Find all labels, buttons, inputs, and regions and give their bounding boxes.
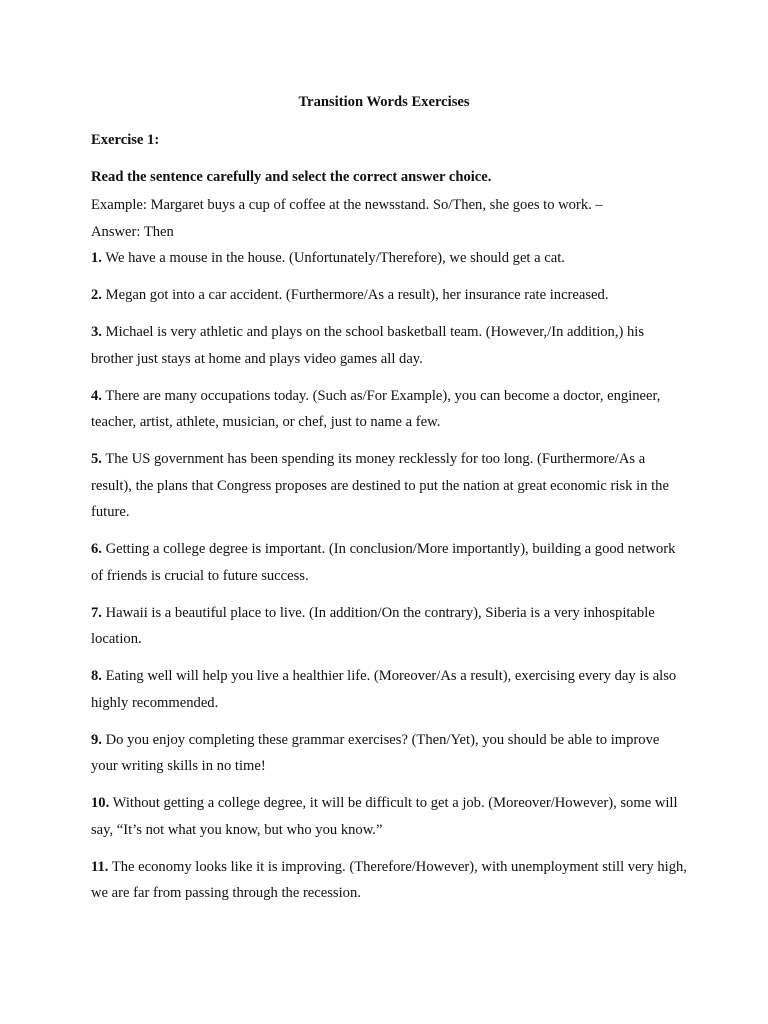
exercise-item [91,663,687,716]
item-number: 3. [91,324,102,340]
example-answer: Answer: Then [91,223,174,240]
item-number: 5. [91,451,102,467]
exercise-item [91,727,687,780]
item-text: There are many occupations today. (Such as/For Example), you can become a doctor, engineer, teacher, artist, athlete, musician, or chef, just to name a few. [91,387,661,430]
exercise-item [91,319,687,372]
exercise-list [91,245,687,917]
item-number: 7. [91,604,102,621]
item-number: 11. [91,858,109,875]
exercise-item [91,790,687,843]
item-number: 2. [91,287,102,303]
item-text: Without getting a college degree, it will be difficult to get a job. (Moreover/However), some will say, “It’s not what you know, but who you know.” [91,795,678,838]
exercise-item [91,536,687,589]
item-text: The US government has been spending its money recklessly for too long. (Furthermore/As a result), the plans that Congress proposes are destined to put the nation at great economic risk in the future. [91,451,669,520]
item-text: Do you enjoy completing these grammar exercises? (Then/Yet), you should be able to improve your writing skills in no time! [91,731,660,774]
instruction-text: Read the sentence carefully and select the correct answer choice. [91,169,492,185]
exercise-item [91,600,687,653]
item-text: Eating well will help you live a healthier life. (Moreover/As a result), exercising every day is also highly recommended. [91,668,677,711]
example-block [91,192,691,245]
item-number: 4. [91,387,102,404]
exercise-item [91,854,687,907]
exercise-item [91,245,687,272]
example-text: Example: Margaret buys a cup of coffee at the newsstand. So/Then, she goes to work. – [91,197,603,213]
item-number: 10. [91,795,110,811]
item-text: Michael is very athletic and plays on the school basketball team. (However,/In addition,) his brother just stays at home and plays video games all day. [91,324,645,367]
item-number: 9. [91,731,102,748]
item-text: Hawaii is a beautiful place to live. (In addition/On the contrary), Siberia is a very inhospitable location. [91,604,655,647]
item-number: 1. [91,250,102,266]
item-text: The economy looks like it is improving. (Therefore/However), with unemployment still very high, we are far from passing through the recession. [91,858,687,901]
exercise-heading: Exercise 1: [91,132,160,148]
item-text: Megan got into a car accident. (Furthermore/As a result), her insurance rate increased. [105,287,609,303]
item-number: 6. [91,541,102,557]
exercise-item [91,383,687,436]
item-text: We have a mouse in the house. (Unfortunately/Therefore), we should get a cat. [105,250,565,266]
item-number: 8. [91,668,102,684]
item-text: Getting a college degree is important. (In conclusion/More importantly), building a good network of friends is crucial to future success. [91,541,676,584]
exercise-item [91,446,687,526]
document-title: Transition Words Exercises [298,94,470,110]
exercise-item [91,282,687,309]
